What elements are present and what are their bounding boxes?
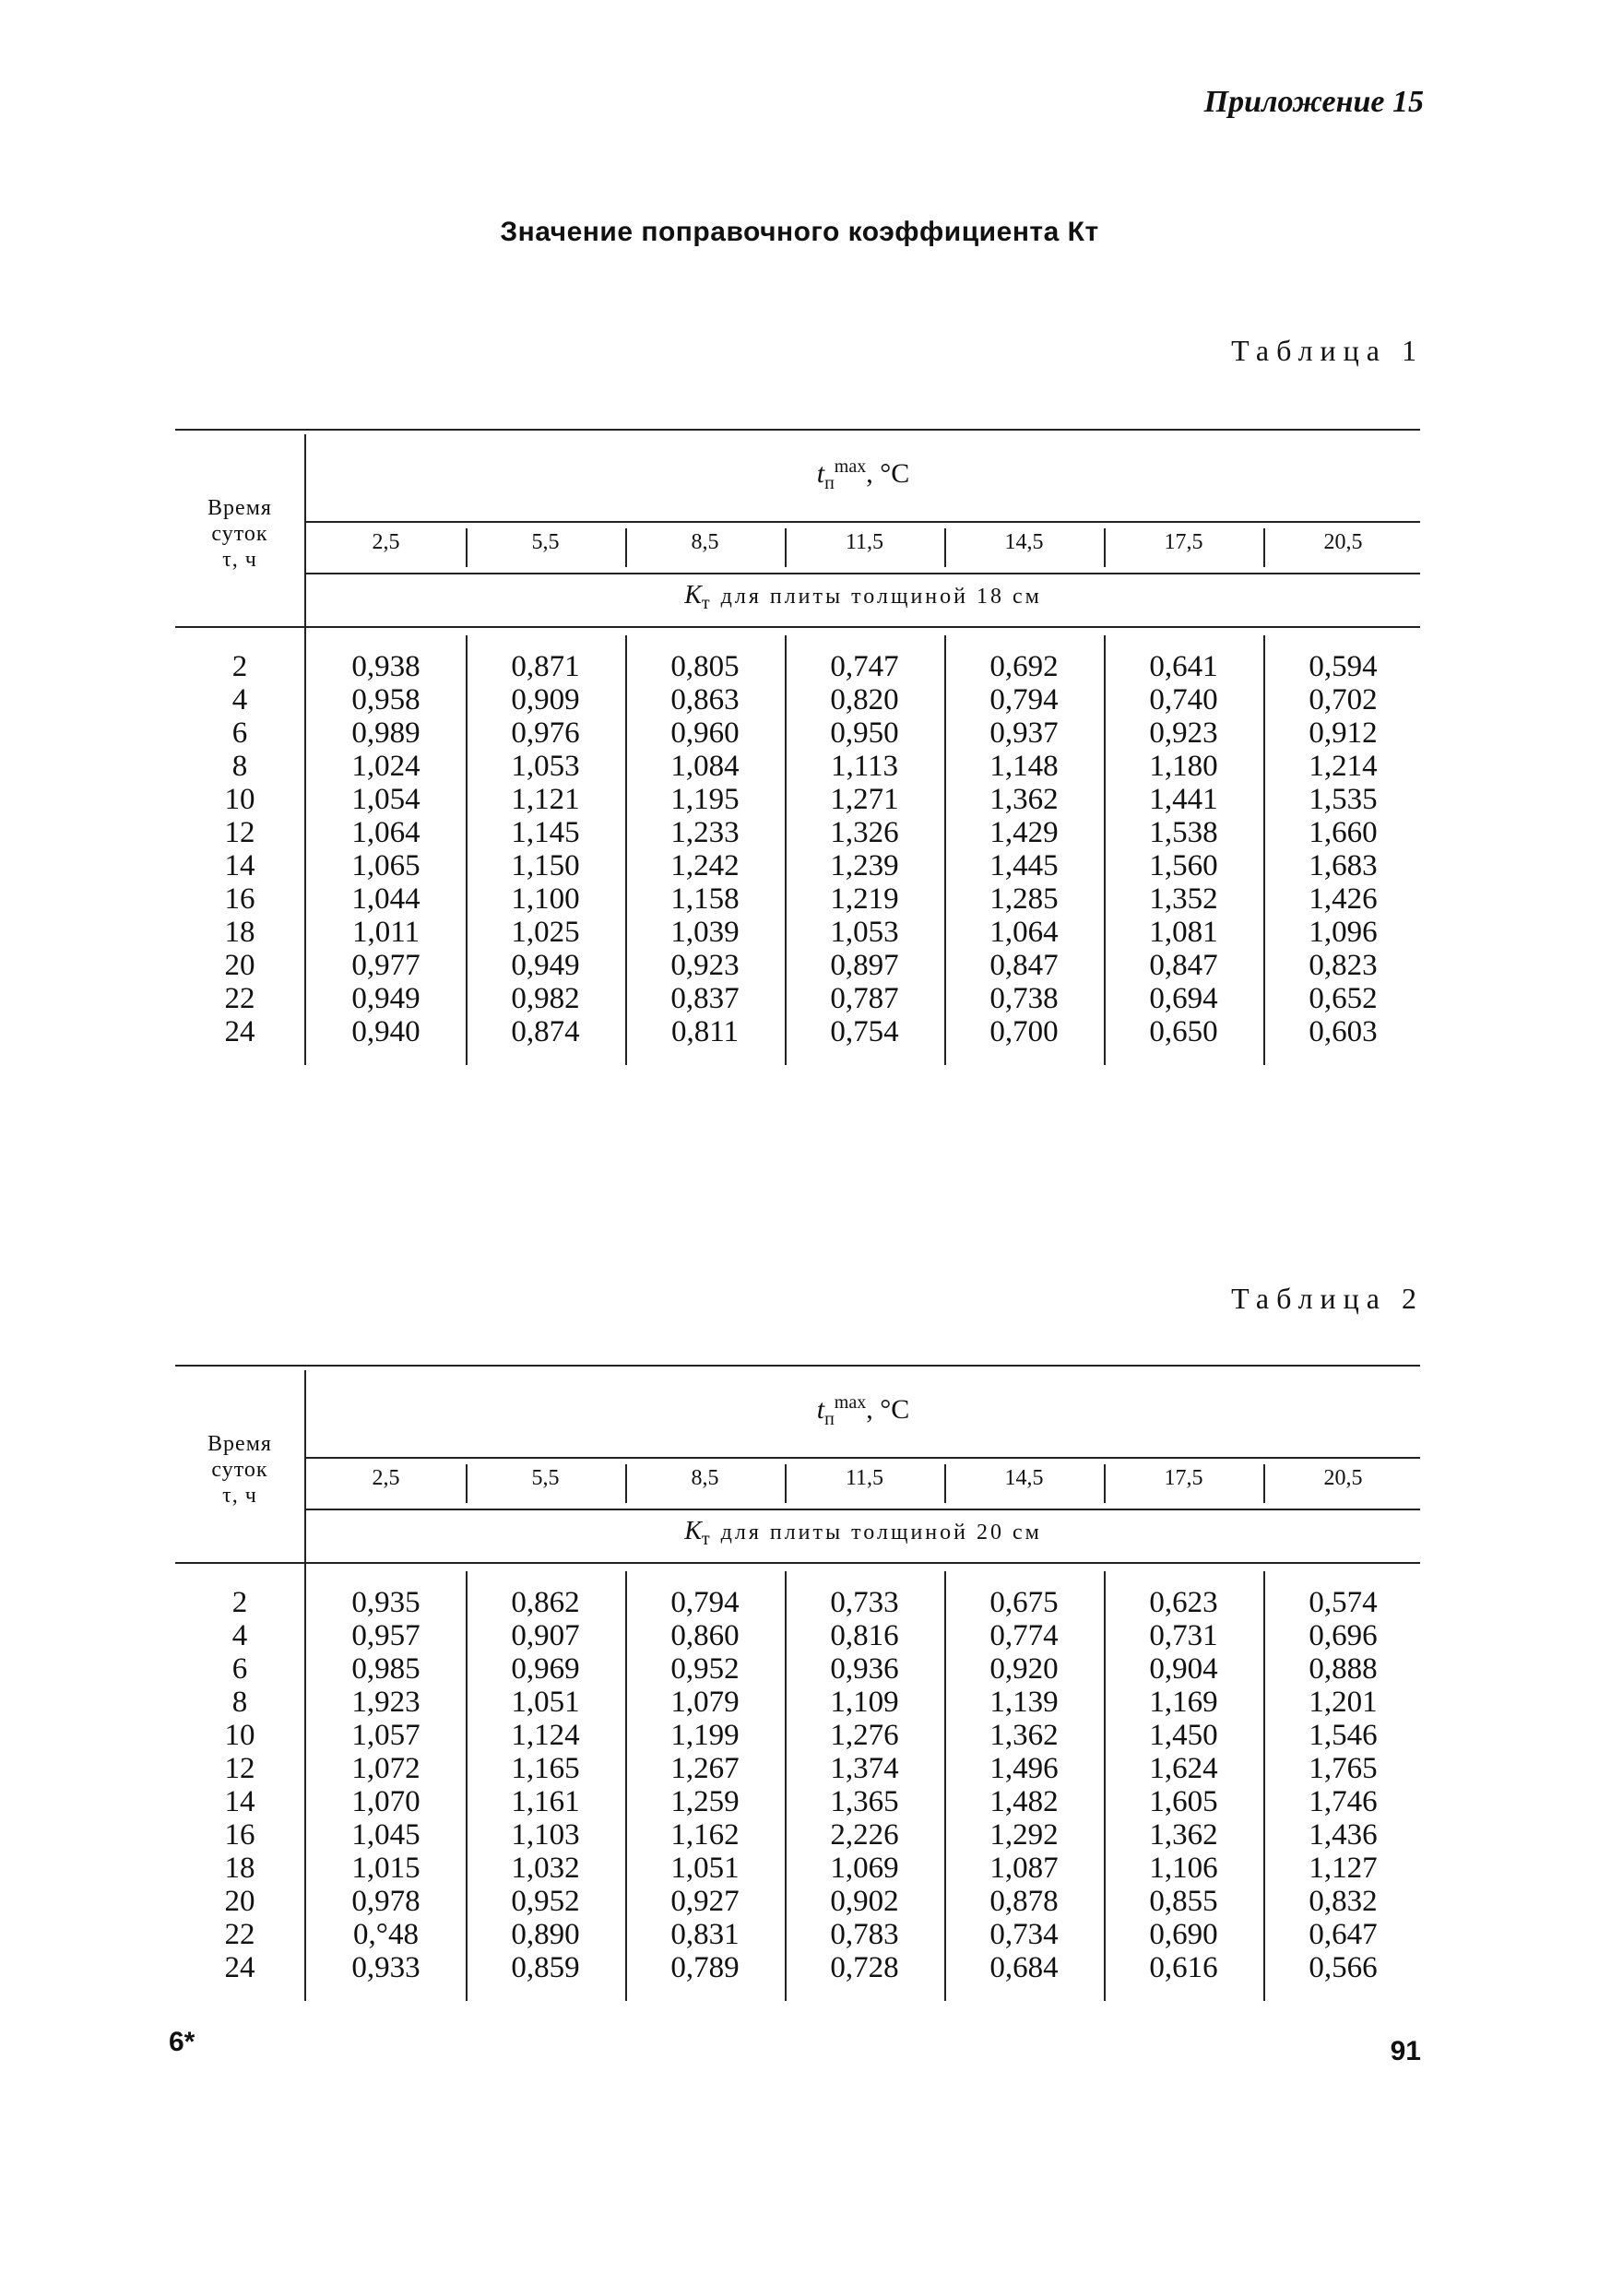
column-header-divider <box>1104 1464 1106 1503</box>
table-cell: 1,044 <box>351 882 420 916</box>
table-cell: 0,890 <box>511 1918 580 1951</box>
table-cell: 1,326 <box>830 816 899 849</box>
table-cell: 0,936 <box>830 1652 899 1686</box>
table-cell: 0,897 <box>830 949 899 982</box>
table-cell: 1,199 <box>670 1719 740 1752</box>
time-cell: 8 <box>231 750 248 783</box>
table-cell: 1,426 <box>1309 882 1378 916</box>
row-header-label: суток <box>211 1458 268 1482</box>
table-cell: 0,°48 <box>353 1918 419 1951</box>
row-header-label: суток <box>211 522 268 546</box>
table-cell: 0,960 <box>670 716 740 750</box>
time-cell: 14 <box>224 849 255 882</box>
table-cell: 0,937 <box>989 716 1059 750</box>
table-cell: 0,728 <box>830 1951 899 1984</box>
table-cell: 0,907 <box>511 1619 580 1652</box>
table-cell: 1,096 <box>1309 916 1378 949</box>
time-cell: 12 <box>224 1752 255 1785</box>
column-header: 2,5 <box>372 1466 400 1490</box>
table-cell: 1,053 <box>830 916 899 949</box>
table-cell: 1,113 <box>830 750 899 783</box>
table-cell: 1,624 <box>1149 1752 1218 1785</box>
table-cell: 1,292 <box>989 1818 1059 1852</box>
table-cell: 1,219 <box>830 882 899 916</box>
table-cell: 0,831 <box>670 1918 740 1951</box>
table-cell: 0,847 <box>1149 949 1218 982</box>
temp-superscript: max <box>834 456 867 477</box>
column-header: 11,5 <box>845 1466 884 1490</box>
time-cell: 18 <box>224 916 255 949</box>
kt-label <box>306 581 1420 614</box>
table-cell: 0,794 <box>989 683 1059 716</box>
table-cell: 1,100 <box>511 882 580 916</box>
table-cell: 1,445 <box>989 849 1059 882</box>
column-header-divider <box>625 1464 627 1503</box>
top-rule <box>175 1365 1420 1367</box>
column-header: 17,5 <box>1164 530 1203 554</box>
time-cell: 4 <box>231 683 248 716</box>
time-cell: 16 <box>224 1818 255 1852</box>
table-cell: 0,816 <box>830 1619 899 1652</box>
table-cell: 0,933 <box>351 1951 420 1984</box>
table-cell: 0,787 <box>830 982 899 1015</box>
table-cell: 0,702 <box>1309 683 1378 716</box>
table-cell: 1,011 <box>351 916 420 949</box>
table-cell: 1,352 <box>1149 882 1218 916</box>
table-cell: 1,161 <box>511 1785 580 1818</box>
kt-text: для плиты толщиной 18 см <box>712 585 1042 609</box>
table-cell: 1,285 <box>989 882 1059 916</box>
table-cell: 0,878 <box>989 1885 1059 1918</box>
temp-unit: , °C <box>866 458 910 489</box>
row-header-label: τ, ч <box>222 1484 257 1508</box>
table-cell: 1,072 <box>351 1752 420 1785</box>
table-cell: 1,039 <box>670 916 740 949</box>
time-cell: 6 <box>231 1652 248 1686</box>
table-cell: 0,862 <box>511 1586 580 1619</box>
table-cell: 1,271 <box>830 783 899 816</box>
table-cell: 1,436 <box>1309 1818 1378 1852</box>
table-cell: 0,860 <box>670 1619 740 1652</box>
table-cell: 0,823 <box>1309 949 1378 982</box>
column-header: 2,5 <box>372 530 400 554</box>
table-cell: 1,051 <box>670 1852 740 1885</box>
table-cell: 2,226 <box>830 1818 899 1852</box>
table-cell: 0,837 <box>670 982 740 1015</box>
table-cell: 1,365 <box>830 1785 899 1818</box>
time-cell: 22 <box>224 1918 255 1951</box>
table-cell: 0,859 <box>511 1951 580 1984</box>
column-header-divider <box>1263 1464 1265 1503</box>
table-cell: 1,259 <box>670 1785 740 1818</box>
table-cell: 1,032 <box>511 1852 580 1885</box>
table-cell: 0,871 <box>511 650 580 683</box>
table-cell: 1,053 <box>511 750 580 783</box>
table-cell: 0,641 <box>1149 650 1218 683</box>
table-cell: 1,165 <box>511 1752 580 1785</box>
temp-symbol: t <box>816 1394 825 1425</box>
table-cell: 1,441 <box>1149 783 1218 816</box>
column-header-divider <box>466 528 468 567</box>
table-cell: 1,109 <box>830 1686 899 1719</box>
kt-symbol: K <box>684 581 702 610</box>
column-header: 8,5 <box>691 530 719 554</box>
column-header: 20,5 <box>1323 1466 1363 1490</box>
table-cell: 1,546 <box>1309 1719 1378 1752</box>
temp-symbol: t <box>816 458 825 489</box>
column-header-divider <box>785 528 787 567</box>
column-header-rule <box>306 573 1420 574</box>
table-cell: 1,150 <box>511 849 580 882</box>
signature-mark: 6* <box>169 2027 195 2057</box>
table-cell: 0,927 <box>670 1885 740 1918</box>
table-cell: 1,276 <box>830 1719 899 1752</box>
table-cell: 1,450 <box>1149 1719 1218 1752</box>
table-cell: 1,242 <box>670 849 740 882</box>
column-header: 17,5 <box>1164 1466 1203 1490</box>
table-cell: 1,923 <box>351 1686 420 1719</box>
table-cell: 1,084 <box>670 750 740 783</box>
time-cell: 24 <box>224 1015 255 1048</box>
time-cell: 8 <box>231 1686 248 1719</box>
row-header-label: Время <box>207 496 272 520</box>
table-cell: 0,923 <box>670 949 740 982</box>
column-header: 14,5 <box>1004 1466 1044 1490</box>
table-cell: 0,952 <box>511 1885 580 1918</box>
table-cell: 0,652 <box>1309 982 1378 1015</box>
table-cell: 1,025 <box>511 916 580 949</box>
table-cell: 0,774 <box>989 1619 1059 1652</box>
table-cell: 1,605 <box>1149 1785 1218 1818</box>
table-cell: 0,949 <box>511 949 580 982</box>
column-header-divider <box>1263 528 1265 567</box>
table-cell: 1,169 <box>1149 1686 1218 1719</box>
table-cell: 0,863 <box>670 683 740 716</box>
table-cell: 1,362 <box>1149 1818 1218 1852</box>
time-cell: 20 <box>224 1885 255 1918</box>
table-cell: 0,888 <box>1309 1652 1378 1686</box>
column-header-divider <box>625 528 627 567</box>
table-2 <box>175 1365 1420 2010</box>
table-cell: 0,920 <box>989 1652 1059 1686</box>
table-cell: 1,124 <box>511 1719 580 1752</box>
header-bottom-rule <box>175 1562 1420 1564</box>
table-cell: 0,789 <box>670 1951 740 1984</box>
table-cell: 0,909 <box>511 683 580 716</box>
table-cell: 0,958 <box>351 683 420 716</box>
table-cell: 1,069 <box>830 1852 899 1885</box>
table-cell: 1,429 <box>989 816 1059 849</box>
table-cell: 1,065 <box>351 849 420 882</box>
column-header: 8,5 <box>691 1466 719 1490</box>
table-cell: 1,239 <box>830 849 899 882</box>
table-cell: 0,616 <box>1149 1951 1218 1984</box>
column-header: 5,5 <box>531 530 560 554</box>
table-cell: 1,054 <box>351 783 420 816</box>
page-number: 91 <box>1390 2036 1421 2066</box>
table-cell: 1,683 <box>1309 849 1378 882</box>
table-cell: 0,952 <box>670 1652 740 1686</box>
table-cell: 0,957 <box>351 1619 420 1652</box>
table-cell: 1,538 <box>1149 816 1218 849</box>
table-cell: 1,162 <box>670 1818 740 1852</box>
time-cell: 20 <box>224 949 255 982</box>
kt-label <box>306 1517 1420 1550</box>
table-1-caption: Таблица 1 <box>1231 334 1424 367</box>
table-cell: 0,985 <box>351 1652 420 1686</box>
temp-unit: , °C <box>866 1394 910 1425</box>
table-cell: 1,070 <box>351 1785 420 1818</box>
table-cell: 0,594 <box>1309 650 1378 683</box>
table-cell: 1,045 <box>351 1818 420 1852</box>
table-cell: 0,977 <box>351 949 420 982</box>
table-cell: 0,949 <box>351 982 420 1015</box>
table-cell: 0,675 <box>989 1586 1059 1619</box>
table-cell: 0,940 <box>351 1015 420 1048</box>
table-cell: 1,103 <box>511 1818 580 1852</box>
table-cell: 1,064 <box>989 916 1059 949</box>
table-cell: 0,794 <box>670 1586 740 1619</box>
table-cell: 0,805 <box>670 650 740 683</box>
table-cell: 0,935 <box>351 1586 420 1619</box>
table-cell: 0,938 <box>351 650 420 683</box>
time-cell: 2 <box>231 650 248 683</box>
table-cell: 1,024 <box>351 750 420 783</box>
time-cell: 14 <box>224 1785 255 1818</box>
table-cell: 1,535 <box>1309 783 1378 816</box>
table-cell: 0,923 <box>1149 716 1218 750</box>
table-cell: 1,106 <box>1149 1852 1218 1885</box>
table-cell: 1,127 <box>1309 1852 1378 1885</box>
table-cell: 0,976 <box>511 716 580 750</box>
table-cell: 0,574 <box>1309 1586 1378 1619</box>
temp-header-rule <box>306 1457 1420 1459</box>
table-cell: 0,733 <box>830 1586 899 1619</box>
table-cell: 1,139 <box>989 1686 1059 1719</box>
table-cell: 1,195 <box>670 783 740 816</box>
table-cell: 0,700 <box>989 1015 1059 1048</box>
table-2-caption: Таблица 2 <box>1231 1282 1424 1315</box>
table-cell: 1,087 <box>989 1852 1059 1885</box>
column-header-divider <box>785 1464 787 1503</box>
table-cell: 0,820 <box>830 683 899 716</box>
time-cell: 6 <box>231 716 248 750</box>
table-cell: 0,950 <box>830 716 899 750</box>
column-header: 14,5 <box>1004 530 1044 554</box>
table-cell: 1,064 <box>351 816 420 849</box>
table-cell: 1,660 <box>1309 816 1378 849</box>
table-cell: 0,684 <box>989 1951 1059 1984</box>
table-cell: 0,904 <box>1149 1652 1218 1686</box>
page-title: Значение поправочного коэффициента Кт <box>500 217 1099 247</box>
kt-subscript: т <box>701 592 713 613</box>
table-cell: 0,623 <box>1149 1586 1218 1619</box>
time-cell: 10 <box>224 783 255 816</box>
time-cell: 2 <box>231 1586 248 1619</box>
table-cell: 1,180 <box>1149 750 1218 783</box>
temp-superscript: max <box>834 1392 867 1413</box>
table-cell: 1,015 <box>351 1852 420 1885</box>
table-cell: 0,912 <box>1309 716 1378 750</box>
table-cell: 1,233 <box>670 816 740 849</box>
table-cell: 1,145 <box>511 816 580 849</box>
temp-subscript: п <box>824 1409 835 1429</box>
table-cell: 1,374 <box>830 1752 899 1785</box>
appendix-label: Приложение 15 <box>1203 85 1424 119</box>
table-cell: 1,214 <box>1309 750 1378 783</box>
table-cell: 0,603 <box>1309 1015 1378 1048</box>
column-header: 20,5 <box>1323 530 1363 554</box>
table-cell: 0,690 <box>1149 1918 1218 1951</box>
table-cell: 1,765 <box>1309 1752 1378 1785</box>
temp-header-rule <box>306 521 1420 523</box>
table-cell: 0,694 <box>1149 982 1218 1015</box>
table-cell: 0,566 <box>1309 1951 1378 1984</box>
table-cell: 0,978 <box>351 1885 420 1918</box>
table-cell: 1,482 <box>989 1785 1059 1818</box>
table-cell: 0,832 <box>1309 1885 1378 1918</box>
table-cell: 1,560 <box>1149 849 1218 882</box>
table-cell: 1,746 <box>1309 1785 1378 1818</box>
table-cell: 0,740 <box>1149 683 1218 716</box>
temperature-header <box>306 1392 1420 1430</box>
table-cell: 0,696 <box>1309 1619 1378 1652</box>
row-header-label: τ, ч <box>222 548 257 572</box>
time-cell: 4 <box>231 1619 248 1652</box>
column-header-divider <box>466 1464 468 1503</box>
table-cell: 0,902 <box>830 1885 899 1918</box>
table-cell: 0,847 <box>989 949 1059 982</box>
table-cell: 0,754 <box>830 1015 899 1048</box>
table-cell: 0,650 <box>1149 1015 1218 1048</box>
table-cell: 1,158 <box>670 882 740 916</box>
table-cell: 0,783 <box>830 1918 899 1951</box>
table-cell: 0,982 <box>511 982 580 1015</box>
table-cell: 1,201 <box>1309 1686 1378 1719</box>
table-cell: 0,969 <box>511 1652 580 1686</box>
table-cell: 1,051 <box>511 1686 580 1719</box>
table-cell: 0,747 <box>830 650 899 683</box>
kt-symbol: K <box>684 1517 702 1545</box>
top-rule <box>175 429 1420 431</box>
table-cell: 0,731 <box>1149 1619 1218 1652</box>
table-cell: 1,362 <box>989 783 1059 816</box>
column-header: 11,5 <box>845 530 884 554</box>
table-1 <box>175 429 1420 1074</box>
table-cell: 1,496 <box>989 1752 1059 1785</box>
table-cell: 0,989 <box>351 716 420 750</box>
table-cell: 1,148 <box>989 750 1059 783</box>
temp-subscript: п <box>824 473 835 493</box>
table-cell: 0,734 <box>989 1918 1059 1951</box>
table-cell: 0,738 <box>989 982 1059 1015</box>
time-cell: 12 <box>224 816 255 849</box>
column-header-divider <box>944 528 946 567</box>
table-cell: 1,079 <box>670 1686 740 1719</box>
time-cell: 18 <box>224 1852 255 1885</box>
table-cell: 0,855 <box>1149 1885 1218 1918</box>
table-cell: 0,647 <box>1309 1918 1378 1951</box>
column-header-rule <box>306 1509 1420 1510</box>
table-cell: 1,121 <box>511 783 580 816</box>
temperature-header <box>306 456 1420 494</box>
column-header-divider <box>1104 528 1106 567</box>
column-header: 5,5 <box>531 1466 560 1490</box>
table-cell: 1,081 <box>1149 916 1218 949</box>
kt-subscript: т <box>701 1528 713 1549</box>
column-header-divider <box>944 1464 946 1503</box>
time-cell: 24 <box>224 1951 255 1984</box>
time-cell: 10 <box>224 1719 255 1752</box>
kt-text: для плиты толщиной 20 см <box>712 1521 1042 1544</box>
row-header-label: Время <box>207 1432 272 1456</box>
table-cell: 1,267 <box>670 1752 740 1785</box>
table-cell: 0,874 <box>511 1015 580 1048</box>
time-cell: 22 <box>224 982 255 1015</box>
time-cell: 16 <box>224 882 255 916</box>
table-cell: 0,692 <box>989 650 1059 683</box>
table-cell: 1,057 <box>351 1719 420 1752</box>
header-bottom-rule <box>175 626 1420 628</box>
table-cell: 0,811 <box>670 1015 740 1048</box>
table-cell: 1,362 <box>989 1719 1059 1752</box>
